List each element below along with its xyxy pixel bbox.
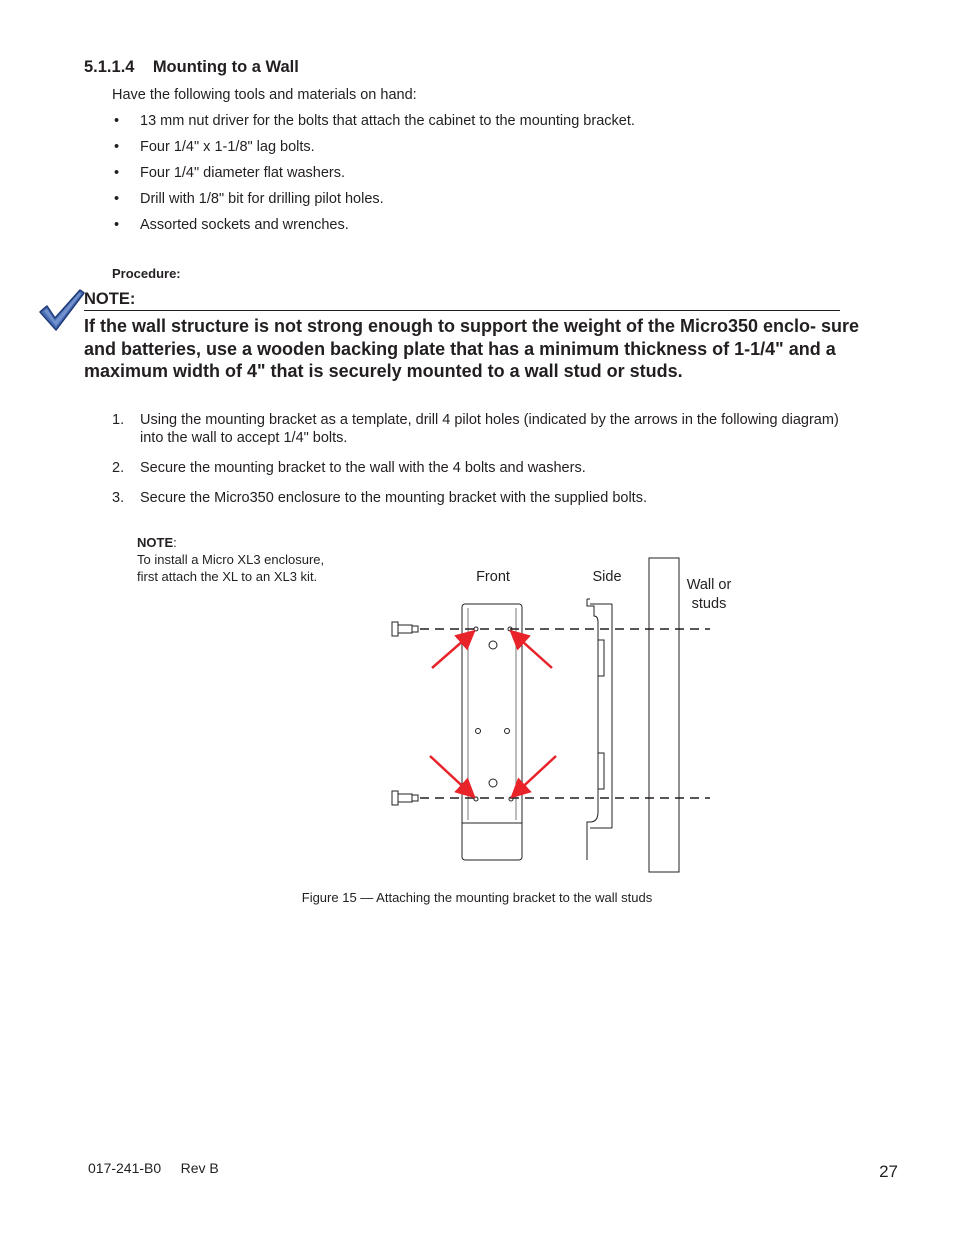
intro-text: Have the following tools and materials on hand:	[112, 87, 417, 103]
checkmark-icon	[38, 288, 86, 332]
page-number: 27	[879, 1162, 898, 1181]
wall-label-line-1: Wall or	[686, 577, 732, 593]
figure-note: NOTE: To install a Micro XL3 enclosure, first attach the XL to an XL3 kit.	[137, 535, 325, 584]
list-item: • Assorted sockets and wrenches.	[112, 216, 635, 242]
section-title: Mounting to a Wall	[152, 58, 299, 76]
note-text: If the wall structure is not strong enough to support the weight of the Micro350 enclo- sure and batteries, use a wooden backing plate that has a minimum thickness of 1-1/4" and a maximum width of 4" that is securely mounted to a wall stud or studs.	[84, 316, 860, 381]
pilot-hole-arrows	[430, 633, 556, 795]
list-item: • Drill with 1/8" bit for drilling pilot holes.	[112, 190, 635, 216]
step-number: 3.	[112, 490, 125, 506]
mounting-diagram	[380, 550, 732, 880]
arrow-icon	[432, 633, 472, 668]
wall-label-line-2: studs	[691, 596, 727, 612]
list-item: • Four 1/4" diameter flat washers.	[112, 164, 635, 190]
document-number: 017-241-B0	[88, 1160, 162, 1176]
step-number: 2.	[112, 460, 125, 476]
list-item	[112, 489, 852, 507]
step-text: Secure the Micro350 enclosure to the mounting bracket with the supplied bolts.	[140, 490, 647, 506]
procedure-label: Procedure:	[112, 266, 181, 281]
figure-note-line-1: To install a Micro XL3 enclosure,	[137, 552, 325, 567]
bracket-front-view	[462, 604, 522, 860]
side-label: Side	[592, 569, 622, 585]
step-number: 1.	[112, 412, 125, 428]
note-label: NOTE:	[84, 290, 136, 308]
bracket-side-view	[587, 599, 612, 860]
section-number: 5.1.1.4	[84, 58, 135, 76]
figure-caption: Figure 15 — Attaching the mounting bracket to the wall studs	[301, 890, 653, 905]
procedure-steps	[112, 411, 852, 519]
bolt-icon	[392, 622, 418, 636]
list-item	[112, 459, 852, 477]
list-item: • 13 mm nut driver for the bolts that attach the cabinet to the mounting bracket.	[112, 112, 635, 138]
figure-note-label: NOTE	[137, 535, 174, 550]
step-text: Secure the mounting bracket to the wall with the 4 bolts and washers.	[140, 460, 586, 476]
arrow-icon	[514, 756, 556, 795]
front-label: Front	[476, 569, 510, 585]
note-divider	[84, 310, 840, 311]
arrow-icon	[513, 633, 552, 668]
step-text: Using the mounting bracket as a template, drill 4 pilot holes (indicated by the arrows in the following diagram) into the wall to accept 1/4" bolts.	[140, 412, 839, 446]
list-item	[112, 411, 852, 447]
bolt-icon	[392, 791, 418, 805]
list-item: • Four 1/4" x 1-1/8" lag bolts.	[112, 138, 635, 164]
section-heading	[84, 58, 299, 77]
figure-note-line-2: first attach the XL to an XL3 kit.	[137, 569, 318, 584]
tools-list	[112, 112, 635, 242]
wall-stud	[649, 558, 679, 872]
footer-document	[88, 1160, 219, 1176]
arrow-icon	[430, 756, 472, 795]
revision-label: Rev B	[180, 1160, 219, 1176]
